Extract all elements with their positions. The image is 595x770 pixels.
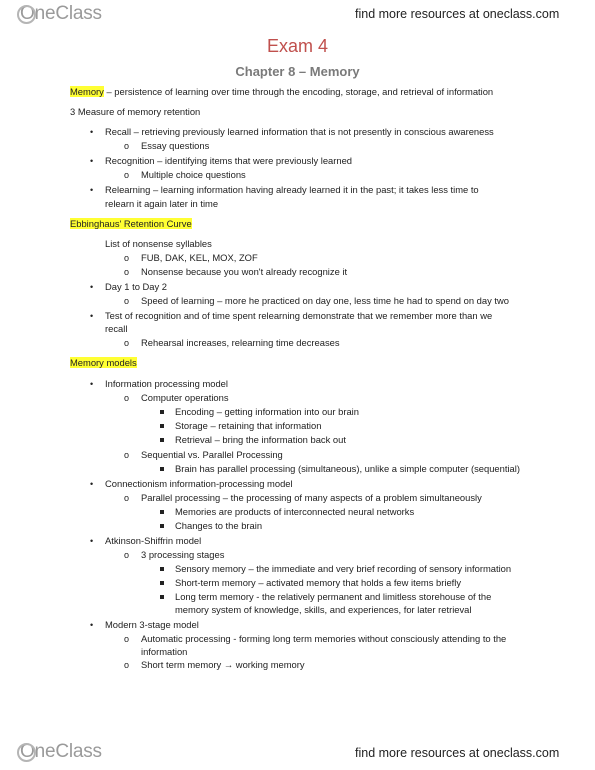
list-item: Storage – retaining that information: [175, 420, 322, 431]
bullet-icon: •: [90, 379, 94, 389]
bullet-icon: •: [90, 185, 94, 195]
list-item: Essay questions: [141, 140, 210, 151]
memory-term: Memory: [70, 86, 104, 97]
list-item: Long term memory - the relatively permanent and limitless storehouse of the: [175, 591, 492, 602]
list-item-continuation: recall: [105, 323, 128, 334]
square-bullet-icon: [160, 567, 164, 571]
chapter-heading: Chapter 8 – Memory: [235, 64, 360, 79]
circle-bullet-icon: o: [124, 338, 130, 348]
memory-definition: [70, 86, 493, 98]
memory-models-heading: [70, 357, 137, 369]
list-item: Encoding – getting information into our brain: [175, 406, 359, 417]
memory-models-heading-text: Memory models: [70, 357, 137, 368]
list-item: Atkinson-Shiffrin model: [105, 535, 202, 546]
list-item: Speed of learning – more he practiced on day one, less time he had to spend on day two: [141, 295, 509, 306]
list-item: List of nonsense syllables: [105, 238, 212, 249]
bullet-icon: •: [90, 156, 94, 166]
list-item-continuation: relearn it again later in time: [105, 198, 219, 209]
list-item: Information processing model: [105, 378, 228, 389]
logo-ring-icon: [17, 743, 36, 762]
circle-bullet-icon: o: [124, 660, 130, 670]
header-resources-link[interactable]: find more resources at oneclass.com: [355, 7, 560, 21]
square-bullet-icon: [160, 595, 164, 599]
square-bullet-icon: [160, 438, 164, 442]
circle-bullet-icon: o: [124, 141, 130, 151]
bullet-icon: •: [90, 282, 94, 292]
list-item: Test of recognition and of time spent relearning demonstrate that we remember more than we: [105, 310, 493, 321]
list-item: Sequential vs. Parallel Processing: [141, 449, 283, 460]
memory-definition-text: – persistence of learning over time through the encoding, storage, and retrieval of information: [103, 86, 494, 97]
circle-bullet-icon: o: [124, 493, 130, 503]
circle-bullet-icon: o: [124, 393, 130, 403]
square-bullet-icon: [160, 410, 164, 414]
oneclass-logo[interactable]: [17, 3, 102, 25]
bullet-icon: •: [90, 311, 94, 321]
list-item: Parallel processing – the processing of many aspects of a problem simultaneously: [141, 492, 482, 503]
list-item: Computer operations: [141, 392, 229, 403]
square-bullet-icon: [160, 467, 164, 471]
list-item: Recall – retrieving previously learned information that is not presently in conscious awareness: [105, 126, 494, 137]
list-item: Day 1 to Day 2: [105, 281, 168, 292]
list-item: Recognition – identifying items that were previously learned: [105, 155, 353, 166]
square-bullet-icon: [160, 581, 164, 585]
list-item: Nonsense because you won't already recognize it: [141, 266, 348, 277]
square-bullet-icon: [160, 510, 164, 514]
list-item: Relearning – learning information having already learned it in the past; it takes less time to: [105, 184, 479, 195]
bullet-icon: •: [90, 620, 94, 630]
circle-bullet-icon: o: [124, 550, 130, 560]
circle-bullet-icon: o: [124, 450, 130, 460]
list-item: Short term memory → working memory: [141, 659, 305, 670]
list-item: Sensory memory – the immediate and very brief recording of sensory information: [175, 563, 512, 574]
footer-oneclass-logo[interactable]: [17, 741, 102, 763]
square-bullet-icon: [160, 524, 164, 528]
list-item: Short-term memory – activated memory that holds a few items briefly: [175, 577, 462, 588]
circle-bullet-icon: o: [124, 267, 130, 277]
ebbinghaus-heading-text: Ebbinghaus' Retention Curve: [70, 218, 192, 229]
list-item: Rehearsal increases, relearning time decreases: [141, 337, 340, 348]
list-item: Retrieval – bring the information back out: [175, 434, 346, 445]
list-item: Memories are products of interconnected neural networks: [175, 506, 415, 517]
logo-ring-icon: [17, 5, 36, 24]
circle-bullet-icon: o: [124, 170, 130, 180]
logo-text: OneClass: [20, 3, 102, 24]
square-bullet-icon: [160, 424, 164, 428]
list-item: Connectionism information-processing model: [105, 478, 293, 489]
ebbinghaus-heading: [70, 218, 192, 230]
circle-bullet-icon: o: [124, 634, 130, 644]
list-item: Modern 3-stage model: [105, 619, 199, 630]
list-item-continuation: memory system of knowledge, skills, and experiences, for later retrieval: [175, 604, 472, 615]
measures-heading: 3 Measure of memory retention: [70, 106, 201, 117]
page-title: Exam 4: [266, 36, 329, 56]
bullet-icon: •: [90, 479, 94, 489]
list-item: Automatic processing - forming long term memories without consciously attending to the: [141, 633, 507, 644]
circle-bullet-icon: o: [124, 296, 130, 306]
bullet-icon: •: [90, 536, 94, 546]
list-item: Multiple choice questions: [141, 169, 246, 180]
bullet-icon: •: [90, 127, 94, 137]
footer-resources-link[interactable]: find more resources at oneclass.com: [355, 746, 560, 760]
list-item: Brain has parallel processing (simultaneous), unlike a simple computer (sequential): [175, 463, 520, 474]
list-item-continuation: information: [141, 646, 188, 657]
circle-bullet-icon: o: [124, 253, 130, 263]
list-item: 3 processing stages: [141, 549, 225, 560]
list-item: FUB, DAK, KEL, MOX, ZOF: [141, 252, 258, 263]
list-item: Changes to the brain: [175, 520, 263, 531]
logo-text: OneClass: [20, 741, 102, 762]
